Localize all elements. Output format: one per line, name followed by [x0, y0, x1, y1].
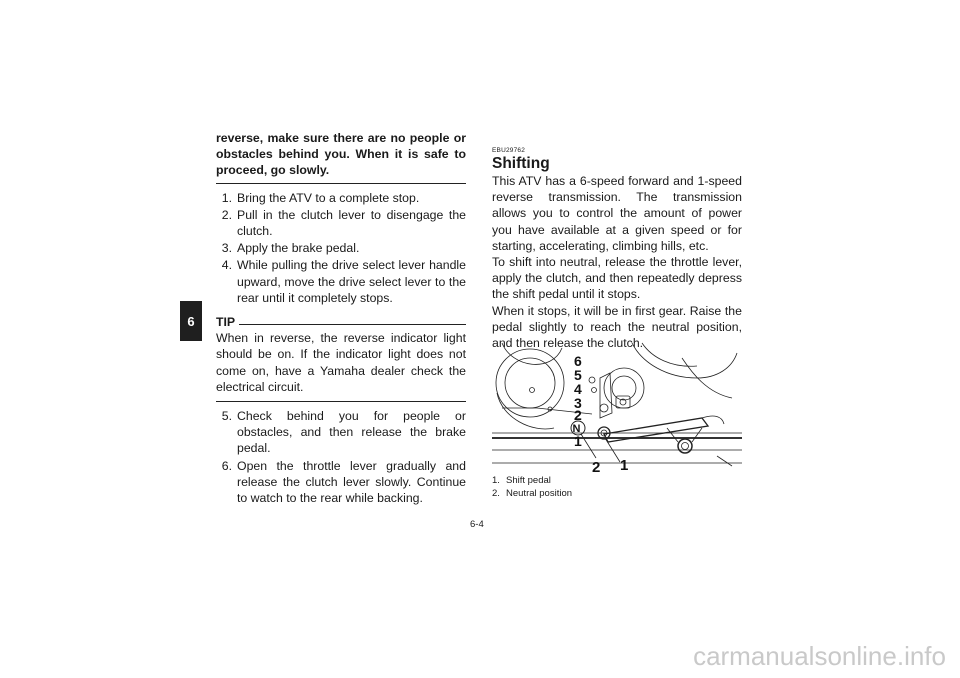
- caption-item: 2. Neutral position: [492, 488, 573, 499]
- steps-list-a: [216, 190, 466, 306]
- list-item: 1. Bring the ATV to a complete stop.: [221, 190, 420, 205]
- gear-label: 5: [574, 367, 582, 383]
- watermark: carmanualsonline.info: [693, 641, 946, 671]
- divider: [216, 401, 466, 402]
- tip-label: TIP: [216, 315, 236, 330]
- paragraph: To shift into neutral, release the throttle lever, apply the clutch, and then repeatedly depress the shift pedal until it stops.: [492, 255, 742, 302]
- paragraph: When it stops, it will be in first gear. Raise the pedal slightly to reach the neutral position, and then release the clutch.: [492, 303, 742, 351]
- figure-caption: [492, 474, 572, 500]
- gear-label: 6: [574, 353, 582, 369]
- section-heading: Shifting: [492, 155, 550, 172]
- list-item: 2. Pull in the clutch lever to disengage the clutch.: [221, 207, 466, 239]
- gear-label: 4: [574, 381, 582, 397]
- list-item: 6. Open the throttle lever gradually and release the clutch lever slowly. Continue to watch to the rear while backing.: [221, 458, 466, 506]
- gear-label: 1: [574, 433, 582, 449]
- chapter-tab: 6: [180, 301, 202, 341]
- caption-item: 1. Shift pedal: [492, 475, 551, 486]
- divider: [216, 183, 466, 184]
- gear-label: 3: [574, 395, 582, 411]
- callout-1: 1: [620, 457, 629, 474]
- warning-continuation: reverse, make sure there are no people or obstacles behind you. When it is safe to proceed, go slowly.: [216, 131, 466, 178]
- page-number: 6-4: [470, 519, 484, 530]
- tip-heading: [216, 314, 466, 330]
- list-item: 5. Check behind you for people or obstacles, and then release the brake pedal.: [221, 409, 466, 456]
- left-column: [216, 130, 466, 507]
- paragraph: This ATV has a 6-speed forward and 1-speed reverse transmission. The transmission allows you to control the amount of power you have available at a given speed or for starting, accelerating, climbing hills, etc.: [492, 174, 742, 253]
- shift-pedal-figure: [492, 338, 742, 476]
- list-item: 3. Apply the brake pedal.: [221, 241, 360, 256]
- list-item: 4. While pulling the drive select lever handle upward, move the drive select lever to the rear until it completely stops.: [221, 258, 466, 305]
- right-column: [492, 130, 742, 351]
- steps-list-b: [216, 408, 466, 506]
- callout-2: 2: [592, 459, 601, 476]
- section-code: EBU29762: [492, 147, 526, 154]
- tip-text: When in reverse, the reverse indicator light should be on. If the indicator light does not come on, have a Yamaha dealer check the electrical circuit.: [216, 331, 466, 394]
- gear-label: 2: [574, 407, 582, 423]
- gear-label-neutral: N: [572, 423, 581, 435]
